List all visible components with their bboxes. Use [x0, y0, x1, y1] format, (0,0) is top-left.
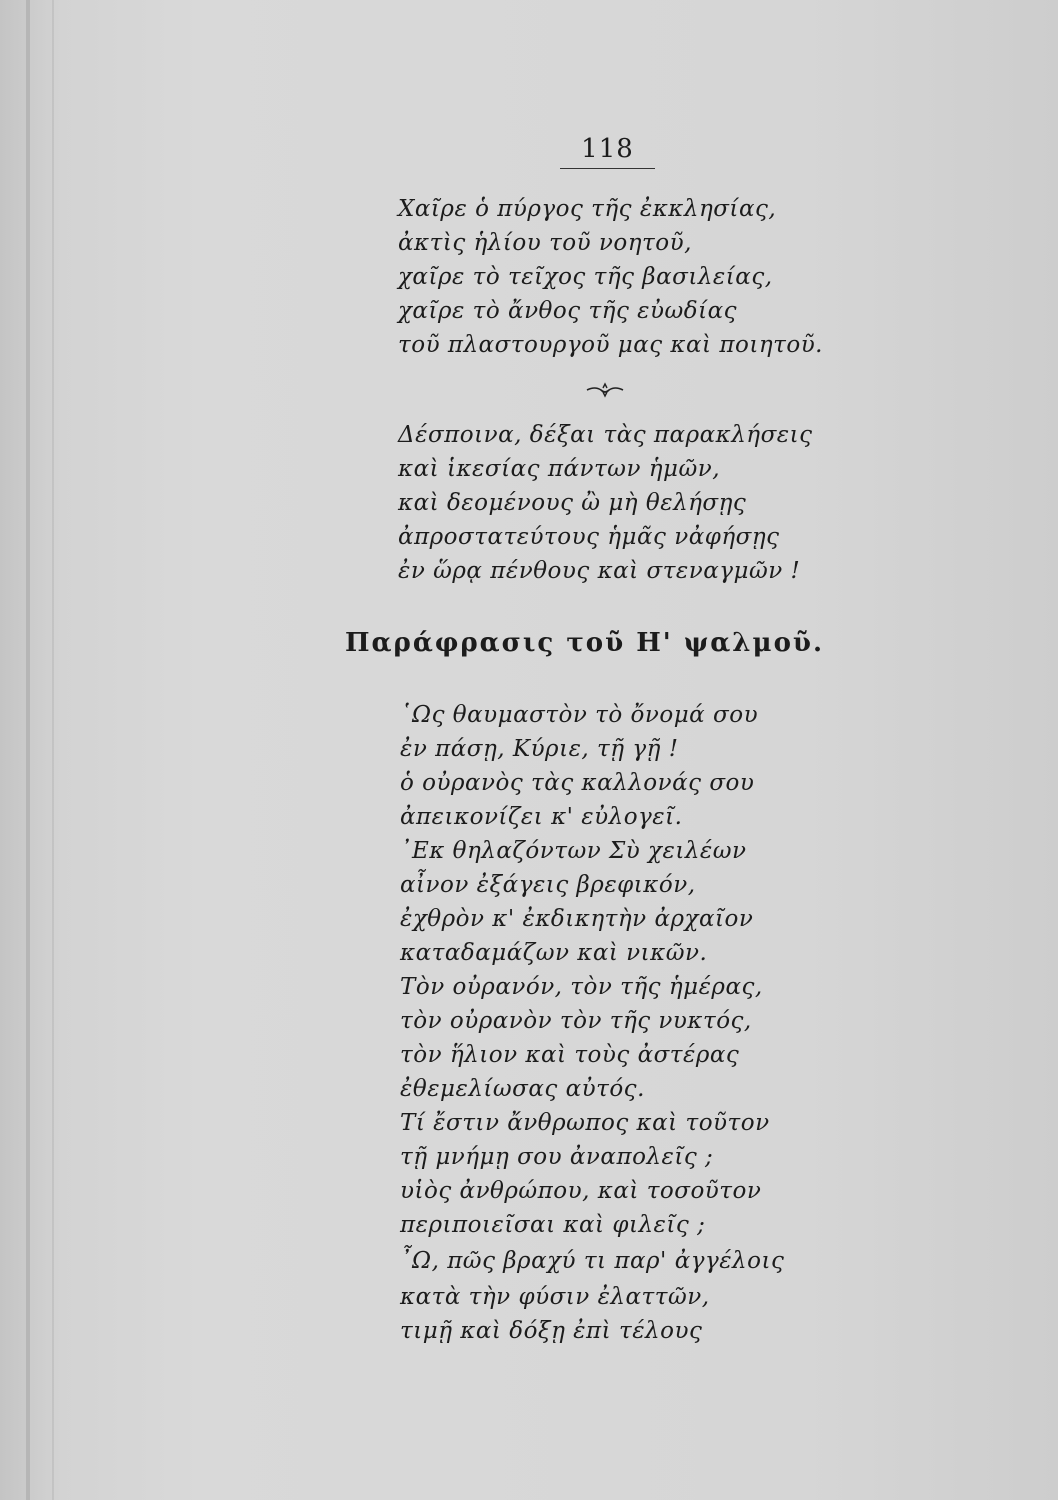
page-number-rule [560, 168, 655, 169]
stanza-2-line: καὶ ἱκεσίας πάντων ἡμῶν, [398, 456, 721, 482]
psalm-line: ὁ οὐρανὸς τὰς καλλονάς σου [400, 770, 755, 796]
psalm-line: αἶνον ἐξάγεις βρεφικόν, [400, 872, 696, 898]
psalm-line: κατὰ τὴν φύσιν ἐλαττῶν, [400, 1284, 710, 1310]
psalm-line: υἱὸς ἀνθρώπου, καὶ τοσοῦτον [400, 1178, 762, 1204]
stanza-1-line: ἀκτὶς ἡλίου τοῦ νοητοῦ, [398, 230, 692, 256]
stanza-1-line: χαῖρε τὸ ἄνθος τῆς εὐωδίας [398, 298, 737, 324]
psalm-line: ἐθεμελίωσας αὐτός. [400, 1076, 645, 1102]
psalm-line: Τί ἔστιν ἄνθρωπος καὶ τοῦτον [400, 1110, 770, 1136]
psalm-line: ἐν πάσῃ, Κύριε, τῇ γῇ ! [400, 736, 679, 762]
section-heading: Παράφρασις τοῦ Η' ψαλμοῦ. [345, 628, 824, 658]
page-edge-shadow [26, 0, 30, 1500]
psalm-line: τὸν οὐρανὸν τὸν τῆς νυκτός, [400, 1008, 752, 1034]
psalm-line: ῾Ως θαυμαστὸν τὸ ὄνομά σου [400, 702, 759, 728]
ornament-divider-icon [585, 382, 625, 398]
psalm-line: ᾿Εκ θηλαζόντων Σὺ χειλέων [400, 838, 747, 864]
stanza-1-line: Χαῖρε ὁ πύργος τῆς ἐκκλησίας, [398, 196, 777, 222]
psalm-line: περιποιεῖσαι καὶ φιλεῖς ; [400, 1212, 706, 1238]
psalm-line: Τὸν οὐρανόν, τὸν τῆς ἡμέρας, [400, 974, 763, 1000]
psalm-line: ῏Ω, πῶς βραχύ τι παρ' ἀγγέλοις [400, 1248, 785, 1274]
psalm-line: ἀπεικονίζει κ' εὐλογεῖ. [400, 804, 683, 830]
psalm-line: ἐχθρὸν κ' ἐκδικητὴν ἀρχαῖον [400, 906, 754, 932]
stanza-1-line: χαῖρε τὸ τεῖχος τῆς βασιλείας, [398, 264, 773, 290]
page-edge-line [52, 0, 54, 1500]
stanza-2-line: ἀπροστατεύτους ἡμᾶς νἀφήσῃς [398, 524, 780, 550]
page-number: 118 [581, 134, 634, 164]
stanza-1-line: τοῦ πλαστουργοῦ μας καὶ ποιητοῦ. [398, 332, 823, 358]
psalm-line: τιμῇ καὶ δόξῃ ἐπὶ τέλους [400, 1318, 703, 1344]
stanza-2-line: καὶ δεομένους ὢ μὴ θελήσῃς [398, 490, 747, 516]
psalm-line: καταδαμάζων καὶ νικῶν. [400, 940, 708, 966]
stanza-2-line: Δέσποινα, δέξαι τὰς παρακλήσεις [398, 422, 813, 448]
psalm-line: τὸν ἥλιον καὶ τοὺς ἀστέρας [400, 1042, 740, 1068]
stanza-2-line: ἐν ὥρᾳ πένθους καὶ στεναγμῶν ! [398, 558, 801, 584]
psalm-line: τῇ μνήμῃ σου ἀναπολεῖς ; [400, 1144, 714, 1170]
